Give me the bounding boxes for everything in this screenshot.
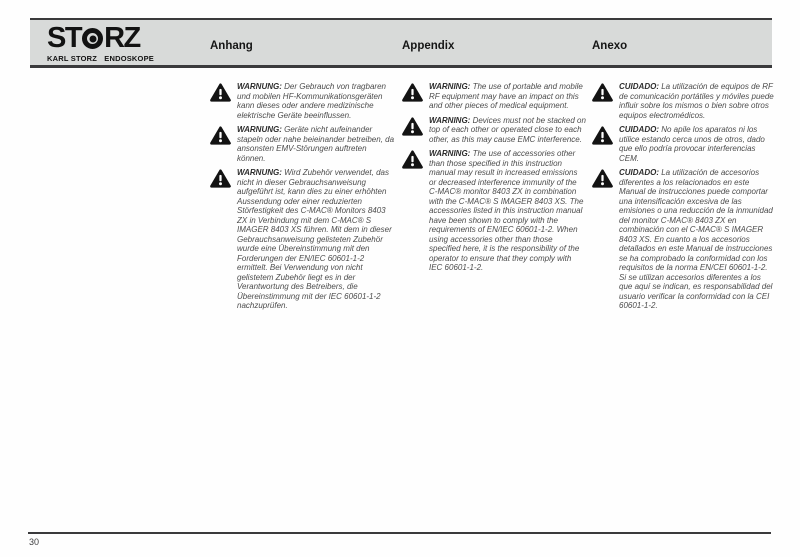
warning-label: WARNING: (429, 149, 471, 158)
warning-body: La utilización de equipos de RF de comunicación portátiles y móviles puede influir sobre los mismos o bien sobre otros equipos electromédicos. (619, 82, 774, 120)
warning-text (619, 82, 776, 120)
warning-text (619, 125, 776, 163)
warning-label: CUIDADO: (619, 168, 659, 177)
column-title-anhang: Anhang (210, 40, 253, 52)
warning-block (210, 125, 394, 163)
warning-body: No apile los aparatos ni los utilice estando cerca unos de otros, dado que ello podría provocar interferencias CEM. (619, 125, 765, 163)
warning-label: WARNING: (429, 82, 471, 91)
column-english (402, 82, 586, 278)
warning-text (429, 149, 586, 273)
warning-label: CUIDADO: (619, 82, 659, 91)
warning-triangle-icon (592, 82, 619, 120)
warning-block (210, 168, 394, 311)
warning-triangle-icon (592, 168, 619, 311)
page-number: 30 (29, 537, 40, 547)
warning-body: Devices must not be stacked on top of each other or operated close to each other, as this may cause EMC interference. (429, 115, 586, 144)
warning-body: The use of accessories other than those specified in this instruction manual may result in increased emissions or decreased interference immunity of the C-MAC® monitor 8403 ZX in combination with the C-MAC® S IMAGER 8403 XS. The accessories listed in this instruction manual have been shown to comply with the requirements of EN/IEC 60601-1-2. When using accessories other than those specified here, it is the responsibility of the operator to ensure that they comply with IEC 60601-1-2. (429, 149, 584, 272)
header-bar (30, 18, 772, 68)
warning-text (237, 82, 394, 120)
warning-body: Wird Zubehör verwendet, das nicht in dieser Gebrauchsanweisung aufgeführt ist, kann dies zu einer erhöhten Aussendung oder einer reduzierten Störfestigkeit des C-MAC® Monitors 8403 ZX in Verbindung mit dem C-MAC® S IMAGER 8403 XS führen. Mit dem in dieser Gebrauchsanweisung gelisteten Zubehör wurde eine Übereinstimmung mit den Forderungen der EN/IEC 60601-1-2 ermittelt. Bei Verwendung von nicht gelistetem Zubehör liegt es in der Verantwortung des Betreibers, die Übereinstimmung mit der IEC 60601-1-2 nachzuprüfen. (237, 168, 392, 310)
warning-label: WARNING: (429, 115, 471, 125)
warning-block (402, 149, 586, 273)
footer-rule (28, 532, 771, 534)
warning-label: WARNUNG: (237, 82, 282, 91)
warning-body: Der Gebrauch von tragbaren und mobilen HF-Kommunikationsgeräten kann dieses oder andere medizinische elektrische Geräte beeinflussen. (237, 82, 386, 120)
warning-triangle-icon (210, 82, 237, 120)
column-german (210, 82, 394, 316)
warning-label: WARNUNG: (237, 168, 282, 177)
warning-label: CUIDADO: (619, 125, 659, 134)
warning-block (592, 125, 776, 163)
logo-tagline-left: KARL STORZ (47, 54, 98, 63)
warning-block (210, 82, 394, 120)
warning-body: La utilización de accesorios diferentes a los relacionados en este Manual de instrucciones puede comportar una intensificación excesiva de las emisiones o una reducción de la inmunidad del monitor C-MAC® 8403 ZX en combinación con el C-MAC® S IMAGER 8403 XS. En cuanto a los accesorios detallados en este Manual de instrucciones se ha comprobado la conformidad con los requisitos de la norma EN/CEI 60601-1-2. Si se utilizan accesorios diferentes a los que aquí se indican, es responsabilidad del usuario verificar la conformidad con la CEI 60601-1-2. (619, 168, 773, 310)
logo-lens-dot (89, 35, 96, 42)
logo-text-right: RZ (104, 22, 140, 54)
warning-triangle-icon (210, 125, 237, 163)
logo-lens-icon (82, 28, 103, 49)
warning-body: Geräte nicht aufeinander stapeln oder nahe beieinander betreiben, da ansonsten EMV-Störungen auftreten können. (237, 125, 395, 163)
warning-text (237, 168, 394, 311)
warning-triangle-icon (210, 168, 237, 311)
logo-tagline (47, 54, 154, 63)
warning-block (402, 116, 586, 145)
column-title-anexo: Anexo (592, 40, 628, 52)
warning-text (619, 168, 776, 311)
logo-text-left: ST (47, 22, 82, 54)
warning-block (592, 82, 776, 120)
warning-triangle-icon (402, 82, 429, 111)
warning-text (237, 125, 394, 163)
warning-block (592, 168, 776, 311)
logo-wordmark (47, 22, 157, 54)
column-title-appendix: Appendix (402, 40, 455, 52)
warning-triangle-icon (592, 125, 619, 163)
warning-block (402, 82, 586, 111)
column-spanish (592, 82, 776, 316)
logo-tagline-right: ENDOSKOPE (104, 54, 154, 63)
warning-label: WARNUNG: (237, 125, 282, 134)
warning-triangle-icon (402, 149, 429, 273)
warning-body: The use of portable and mobile RF equipment may have an impact on this and other pieces of medical equipment. (429, 82, 583, 110)
warning-text (429, 116, 586, 145)
karl-storz-logo (47, 22, 157, 63)
warning-triangle-icon (402, 116, 429, 145)
warning-text (429, 82, 586, 111)
